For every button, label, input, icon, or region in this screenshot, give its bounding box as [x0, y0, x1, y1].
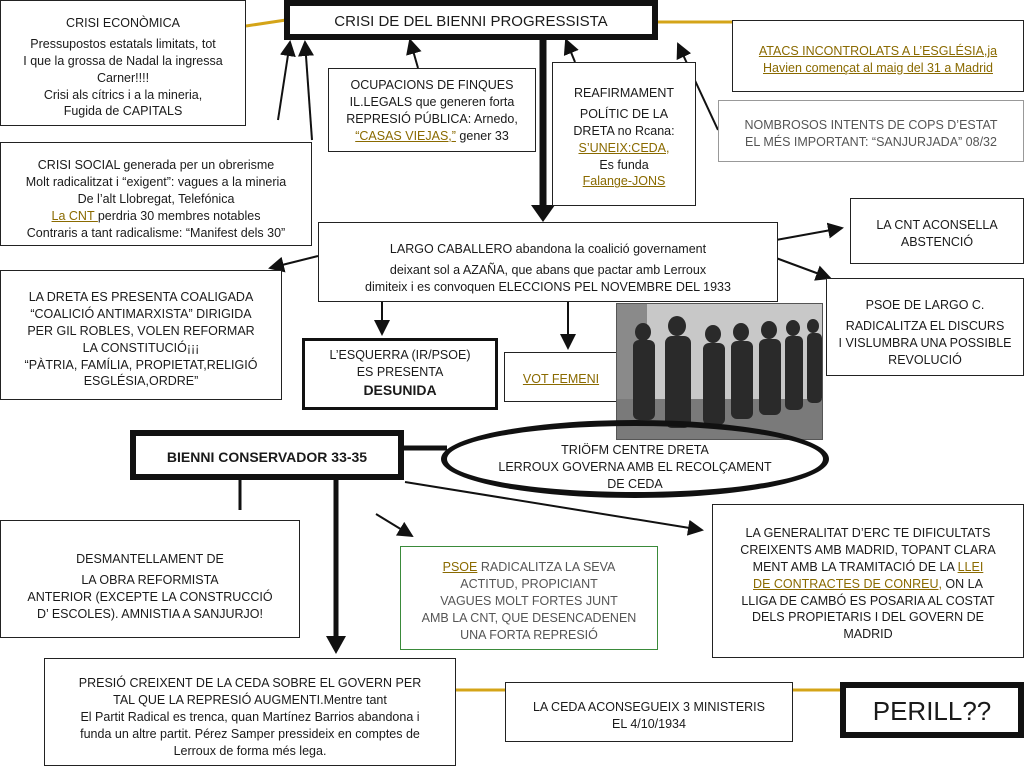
- main-arrow-head: [531, 205, 555, 222]
- presio-line: PRESIÓ CREIXENT DE LA CEDA SOBRE EL GOVERN PER: [78, 676, 422, 690]
- dreta-line: LA DRETA ES PRESENTA COALIGADA: [28, 290, 254, 304]
- crisi-economica-line: Carner!!!!: [96, 70, 150, 85]
- psoe-largo-line: REVOLUCIÓ: [888, 352, 962, 367]
- arrow-social-to-title: [305, 42, 312, 140]
- dreta-line: LA CONSTITUCIÓ¡¡¡: [82, 340, 200, 355]
- ocupacions-line: OCUPACIONS DE FINQUES: [350, 78, 514, 92]
- cops-estat-box: [718, 100, 1024, 162]
- reafirmament-line: REAFIRMAMENT: [574, 86, 674, 100]
- reafirmament-line: POLÍTIC DE LA: [579, 106, 669, 121]
- dreta-line: ESGLÉSIA,ORDRE”: [83, 374, 199, 389]
- bienni-conservador-box: [130, 430, 404, 480]
- crisi-social-line: De l’alt Llobregat, Telefónica: [77, 191, 235, 206]
- perill-box: [840, 682, 1024, 738]
- largo-line: dimiteix i es convoquen ELECCIONS PEL NOVEMBRE DEL 1933: [365, 279, 731, 294]
- arrow-largo-to-cnt: [776, 228, 842, 240]
- psoe-largo-box: [826, 278, 1024, 376]
- presio-line: Lerroux de forma més lega.: [173, 743, 327, 758]
- largo-line: deixant sol a AZAÑA, que abans que pactar amb Lerroux: [389, 262, 707, 277]
- largo-line: LARGO CABALLERO abandona la coalició governament: [389, 242, 707, 256]
- psoe-rad-line: UNA FORTA REPRESIÓ: [460, 627, 598, 642]
- ceda-min-line: EL 4/10/1934: [612, 716, 686, 731]
- triomf-line: TRIÖFM CENTRE DRETA: [561, 443, 709, 457]
- contractes-conreu-link[interactable]: DE CONTRACTES DE CONREU,: [753, 576, 942, 591]
- atacs-link-2[interactable]: Havien començat al maig del 31 a Madrid: [763, 60, 993, 75]
- title-box: [284, 0, 658, 40]
- esquerra-desunida: DESUNIDA: [363, 381, 437, 398]
- dreta-coaligada-box: [0, 270, 282, 400]
- largo-caballero-box: [318, 222, 778, 302]
- perill-text: PERILL??: [872, 696, 992, 726]
- gold-connector-crisi-economica: [246, 20, 286, 26]
- generalitat-line: CREIXENTS AMB MADRID, TOPANT CLARA: [740, 542, 996, 557]
- cnt-line: LA CNT ACONSELLA: [876, 218, 998, 232]
- desmantellament-line: DESMANTELLAMENT DE: [76, 552, 224, 566]
- ocupacions-line: gener 33: [455, 128, 509, 143]
- llei-link[interactable]: LLEI: [957, 559, 984, 574]
- desmantellament-line: ANTERIOR (EXCEPTE LA CONSTRUCCIÓ: [27, 589, 273, 604]
- arrow-bienni-to-psoe: [376, 514, 412, 536]
- crisi-economica-box: [0, 0, 246, 126]
- triomf-text: [452, 442, 818, 492]
- reafirmament-box: [552, 62, 696, 206]
- desmantellament-line: D’ ESCOLES). AMNISTIA A SANJURJO!: [37, 606, 263, 621]
- esquerra-box: [302, 338, 498, 410]
- atacs-link-1[interactable]: ATACS INCONTROLATS A L’ESGLÉSIA,ja: [758, 44, 998, 58]
- crisi-economica-line: Fugida de CAPITALS: [63, 104, 183, 119]
- generalitat-line: LA GENERALITAT D’ERC TE DIFICULTATS: [745, 526, 991, 540]
- triomf-line: LERROUX GOVERNA AMB EL RECOLÇAMENT: [498, 459, 772, 474]
- crisi-social-line: perdria 30 membres notables: [97, 208, 261, 223]
- cnt-line: ABSTENCIÓ: [900, 234, 974, 249]
- cops-line: NOMBROSOS INTENTS DE COPS D’ESTAT: [744, 118, 998, 132]
- crisi-economica-line: Pressupostos estatals limitats, tot: [30, 36, 216, 51]
- psoe-rad-line: RADICALITZA LA SEVA: [477, 560, 616, 574]
- arrow-largo-to-dreta: [270, 256, 318, 268]
- cnt-abstencio-box: [850, 198, 1024, 264]
- dreta-line: PER GIL ROBLES, VOLEN REFORMAR: [27, 323, 255, 338]
- psoe-largo-line: PSOE DE LARGO C.: [865, 298, 985, 312]
- crisi-social-line: CRISI SOCIAL generada per un obrerisme: [37, 158, 275, 172]
- psoe-radicalitza-box: [400, 546, 658, 650]
- arrow-ocupacions-to-title: [410, 40, 418, 68]
- crisi-social-line: Contraris a tant radicalisme: “Manifest dels 30”: [26, 225, 286, 240]
- desmantellament-line: LA OBRA REFORMISTA: [81, 572, 219, 587]
- reafirmament-line: DRETA no Rcana:: [573, 123, 675, 138]
- crisi-economica-line: Crisi als cítrics i a la mineria,: [43, 87, 203, 102]
- generalitat-line: DELS PROPIETARIS I DEL GOVERN DE: [751, 610, 984, 625]
- psoe-rad-line: AMB LA CNT, QUE DESENCADENEN: [421, 610, 637, 625]
- crisi-economica-line: I que la grossa de Nadal la ingressa: [23, 53, 223, 68]
- bienni-title: BIENNI CONSERVADOR 33-35: [166, 449, 368, 465]
- dreta-line: “PÀTRIA, FAMÍLIA, PROPIETAT,RELIGIÓ: [24, 357, 258, 372]
- falange-jons-link[interactable]: Falange-JONS: [582, 174, 666, 189]
- bienni-down-head: [326, 636, 346, 654]
- ocupacions-box: [328, 68, 536, 152]
- ceda-link[interactable]: S’UNEIX:CEDA,: [578, 140, 670, 155]
- diagram-title: CRISI DE DEL BIENNI PROGRESSISTA: [334, 13, 608, 30]
- presio-ceda-box: [44, 658, 456, 766]
- presio-line: El Partit Radical es trenca, quan Martínez Barrios abandona i: [80, 709, 420, 724]
- arrow-crisi-to-title: [278, 42, 290, 120]
- atacs-box: [732, 20, 1024, 92]
- ceda-ministeris-box: [505, 682, 793, 742]
- esquerra-line: ES PRESENTA: [356, 364, 444, 379]
- la-cnt-link[interactable]: La CNT: [51, 208, 98, 223]
- generalitat-line: MADRID: [843, 627, 893, 642]
- ocupacions-line: REPRESIÓ PÚBLICA: Arnedo,: [346, 111, 518, 126]
- vot-femeni-box: [504, 352, 618, 402]
- desmantellament-box: [0, 520, 300, 638]
- crisi-social-line: Molt radicalitzat i “exigent”: vagues a la mineria: [25, 174, 287, 189]
- ceda-min-line: LA CEDA ACONSEGUEIX 3 MINISTERIS: [532, 700, 765, 714]
- generalitat-line: ON LA: [941, 576, 983, 591]
- psoe-rad-line: ACTITUD, PROPICIANT: [460, 576, 598, 591]
- psoe-link[interactable]: PSOE: [442, 560, 478, 574]
- psoe-largo-line: I VISLUMBRA UNA POSSIBLE: [838, 335, 1012, 350]
- vot-femeni-link[interactable]: VOT FEMENI: [522, 372, 600, 386]
- arrow-reafirmament-to-title: [566, 40, 575, 62]
- ocupacions-line: IL.LEGALS que generen forta: [349, 94, 515, 109]
- psoe-rad-line: VAGUES MOLT FORTES JUNT: [440, 593, 618, 608]
- generalitat-line: MENT AMB LA TRAMITACIÓ DE LA: [752, 559, 958, 574]
- cops-line: EL MÉS IMPORTANT: “SANJURJADA” 08/32: [745, 134, 997, 149]
- triomf-line: DE CEDA: [607, 476, 663, 491]
- photo-queue-figures: [617, 304, 822, 439]
- reafirmament-line: Es funda: [599, 157, 649, 172]
- casas-viejas-link[interactable]: “CASAS VIEJAS,”: [355, 128, 456, 143]
- crisi-economica-line: CRISI ECONÒMICA: [66, 16, 180, 30]
- presio-line: TAL QUE LA REPRESIÓ AUGMENTI.Mentre tant: [113, 692, 387, 707]
- generalitat-line: LLIGA DE CAMBÓ ES POSARIA AL COSTAT: [741, 593, 995, 608]
- psoe-largo-line: RADICALITZA EL DISCURS: [845, 318, 1005, 333]
- presio-line: funda un altre partit. Pérez Samper pressideix en comptes de: [80, 726, 420, 741]
- crisi-social-box: [0, 142, 312, 246]
- arrow-largo-to-psoe-largo: [776, 258, 830, 278]
- generalitat-box: [712, 504, 1024, 658]
- dreta-line: “COALICIÓ ANTIMARXISTA” DIRIGIDA: [30, 306, 252, 321]
- esquerra-line: L’ESQUERRA (IR/PSOE): [329, 348, 471, 362]
